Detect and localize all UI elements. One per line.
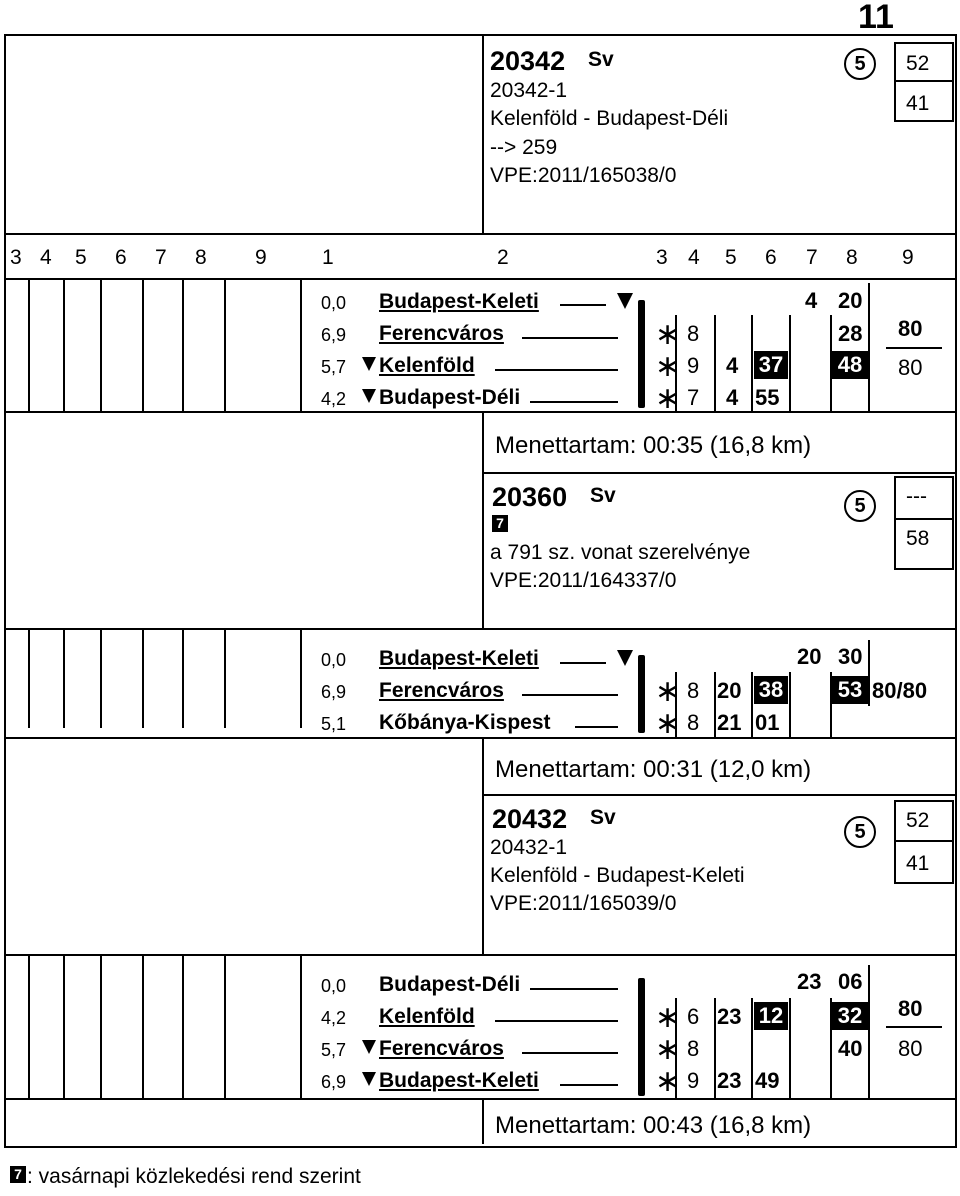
box-top: 52 bbox=[906, 52, 930, 75]
asterisk-icon: ∗ bbox=[655, 675, 681, 708]
time-hour: 23 bbox=[797, 969, 822, 994]
station-name: Kőbánya-Kispest bbox=[379, 711, 551, 734]
station-name: Budapest-Keleti bbox=[379, 647, 539, 670]
circle-badge: 5 bbox=[844, 490, 876, 522]
km-value: 0,0 bbox=[320, 976, 346, 996]
asterisk-icon: ∗ bbox=[655, 1065, 681, 1098]
asterisk-icon: ∗ bbox=[655, 1001, 681, 1034]
time-minute: 30 bbox=[838, 644, 863, 669]
asterisk-icon: ∗ bbox=[655, 318, 681, 351]
time-hour: 4 bbox=[805, 288, 818, 313]
down-triangle-icon bbox=[617, 293, 633, 309]
train-relation: Kelenföld - Budapest-Déli bbox=[490, 107, 729, 130]
box-top: 52 bbox=[906, 809, 930, 832]
time-hour: 20 bbox=[797, 644, 822, 669]
vertical-bar-icon bbox=[638, 978, 645, 1096]
time-minute: 06 bbox=[838, 969, 863, 994]
asterisk-icon: ∗ bbox=[655, 707, 681, 740]
asterisk-icon: ∗ bbox=[655, 1033, 681, 1066]
col-header: 5 bbox=[725, 246, 737, 269]
km-value: 5,1 bbox=[320, 714, 346, 734]
train-number: 20432 bbox=[492, 804, 568, 834]
box-bottom: 58 bbox=[906, 527, 930, 550]
inverse-minute: 32 bbox=[832, 1002, 868, 1030]
station-name: Kelenföld bbox=[379, 1005, 475, 1028]
station-name: Ferencváros bbox=[379, 679, 504, 702]
cell: 23 bbox=[717, 1004, 742, 1029]
time-minute: 28 bbox=[838, 321, 863, 346]
travel-time: Menettartam: 00:31 (12,0 km) bbox=[495, 756, 812, 783]
speed-value: 80 bbox=[898, 355, 923, 380]
col-header: 7 bbox=[806, 246, 818, 269]
speed-value: 80/80 bbox=[872, 678, 928, 703]
page-number: 11 bbox=[858, 0, 894, 36]
col-header: 9 bbox=[902, 246, 914, 269]
station-name: Budapest-Keleti bbox=[379, 1069, 539, 1092]
col-header: 3 bbox=[10, 246, 22, 269]
box-bottom: 41 bbox=[906, 92, 930, 115]
col-header: 3 bbox=[656, 246, 668, 269]
train-arrow: --> 259 bbox=[490, 136, 558, 159]
station-name: Budapest-Déli bbox=[379, 973, 521, 996]
train-relation: Kelenföld - Budapest-Keleti bbox=[490, 864, 745, 887]
cell: 4 bbox=[726, 353, 739, 378]
speed-value: 80 bbox=[898, 996, 923, 1021]
km-value: 4,2 bbox=[320, 389, 346, 409]
sunday-mark: 7 bbox=[10, 1166, 26, 1183]
time-minute: 55 bbox=[755, 385, 780, 410]
inverse-minute: 53 bbox=[832, 676, 868, 704]
train-category: Sv bbox=[590, 806, 616, 829]
col-header: 6 bbox=[765, 246, 777, 269]
time-minute: 40 bbox=[838, 1036, 863, 1061]
vertical-bar-icon bbox=[638, 655, 645, 733]
train-category: Sv bbox=[588, 48, 614, 71]
col-header: 6 bbox=[115, 246, 127, 269]
train-category: Sv bbox=[590, 484, 616, 507]
col-header: 4 bbox=[688, 246, 700, 269]
cell: 8 bbox=[687, 678, 700, 703]
train-number: 20342 bbox=[490, 46, 566, 76]
asterisk-icon: ∗ bbox=[655, 382, 681, 415]
inverse-minute: 48 bbox=[832, 351, 868, 379]
cell: 4 bbox=[726, 385, 739, 410]
inverse-minute: 12 bbox=[754, 1002, 788, 1030]
cell: 8 bbox=[687, 1036, 700, 1061]
inverse-minute: 38 bbox=[754, 676, 788, 704]
cell: 20 bbox=[717, 678, 742, 703]
col-header: 5 bbox=[75, 246, 87, 269]
train-vpe: VPE:2011/164337/0 bbox=[490, 569, 677, 592]
cell: 6 bbox=[687, 1004, 700, 1029]
cell: 23 bbox=[717, 1068, 742, 1093]
speed-value: 80 bbox=[898, 316, 923, 341]
station-name: Ferencváros bbox=[379, 1037, 504, 1060]
time-minute: 49 bbox=[755, 1068, 780, 1093]
inverse-minute: 37 bbox=[754, 351, 788, 379]
col-header: 1 bbox=[322, 246, 334, 269]
km-value: 6,9 bbox=[320, 325, 346, 345]
footnote-text: : vasárnapi közlekedési rend szerint bbox=[27, 1165, 361, 1188]
cell: 8 bbox=[687, 321, 700, 346]
station-name: Ferencváros bbox=[379, 322, 504, 345]
km-value: 6,9 bbox=[320, 1072, 346, 1092]
cell: 8 bbox=[687, 710, 700, 735]
speed-value: 80 bbox=[898, 1036, 923, 1061]
cell: 7 bbox=[687, 385, 700, 410]
cell: 9 bbox=[687, 1068, 700, 1093]
col-header: 9 bbox=[255, 246, 267, 269]
down-triangle-icon bbox=[362, 357, 376, 371]
col-header: 8 bbox=[195, 246, 207, 269]
train-note: a 791 sz. vonat szerelvénye bbox=[490, 541, 751, 564]
circle-badge: 5 bbox=[844, 48, 876, 80]
down-triangle-icon bbox=[362, 1040, 376, 1054]
col-header: 7 bbox=[155, 246, 167, 269]
cell: 9 bbox=[687, 353, 700, 378]
train-number: 20360 bbox=[492, 482, 568, 512]
box-bottom: 41 bbox=[906, 852, 930, 875]
cell: 21 bbox=[717, 710, 742, 735]
station-name: Budapest-Déli bbox=[379, 386, 521, 409]
sunday-mark: 7 bbox=[492, 515, 508, 532]
box-top: --- bbox=[906, 485, 927, 508]
km-value: 6,9 bbox=[320, 682, 346, 702]
asterisk-icon: ∗ bbox=[655, 350, 681, 383]
time-minute: 20 bbox=[838, 288, 863, 313]
train-sub: 20432-1 bbox=[490, 836, 568, 859]
down-triangle-icon bbox=[617, 650, 633, 666]
train-vpe: VPE:2011/165039/0 bbox=[490, 892, 677, 915]
station-name: Budapest-Keleti bbox=[379, 290, 539, 313]
col-header: 4 bbox=[40, 246, 52, 269]
down-triangle-icon bbox=[362, 1072, 376, 1086]
down-triangle-icon bbox=[362, 389, 376, 403]
vertical-bar-icon bbox=[638, 300, 645, 408]
km-value: 0,0 bbox=[320, 650, 346, 670]
km-value: 4,2 bbox=[320, 1008, 346, 1028]
travel-time: Menettartam: 00:43 (16,8 km) bbox=[495, 1112, 812, 1139]
time-minute: 01 bbox=[755, 710, 780, 735]
train-vpe: VPE:2011/165038/0 bbox=[490, 164, 677, 187]
station-name: Kelenföld bbox=[379, 354, 475, 377]
km-value: 5,7 bbox=[320, 357, 346, 377]
col-header: 8 bbox=[846, 246, 858, 269]
travel-time: Menettartam: 00:35 (16,8 km) bbox=[495, 432, 812, 459]
col-header: 2 bbox=[497, 246, 509, 269]
circle-badge: 5 bbox=[844, 816, 876, 848]
train-sub: 20342-1 bbox=[490, 79, 568, 102]
km-value: 0,0 bbox=[320, 293, 346, 313]
km-value: 5,7 bbox=[320, 1040, 346, 1060]
